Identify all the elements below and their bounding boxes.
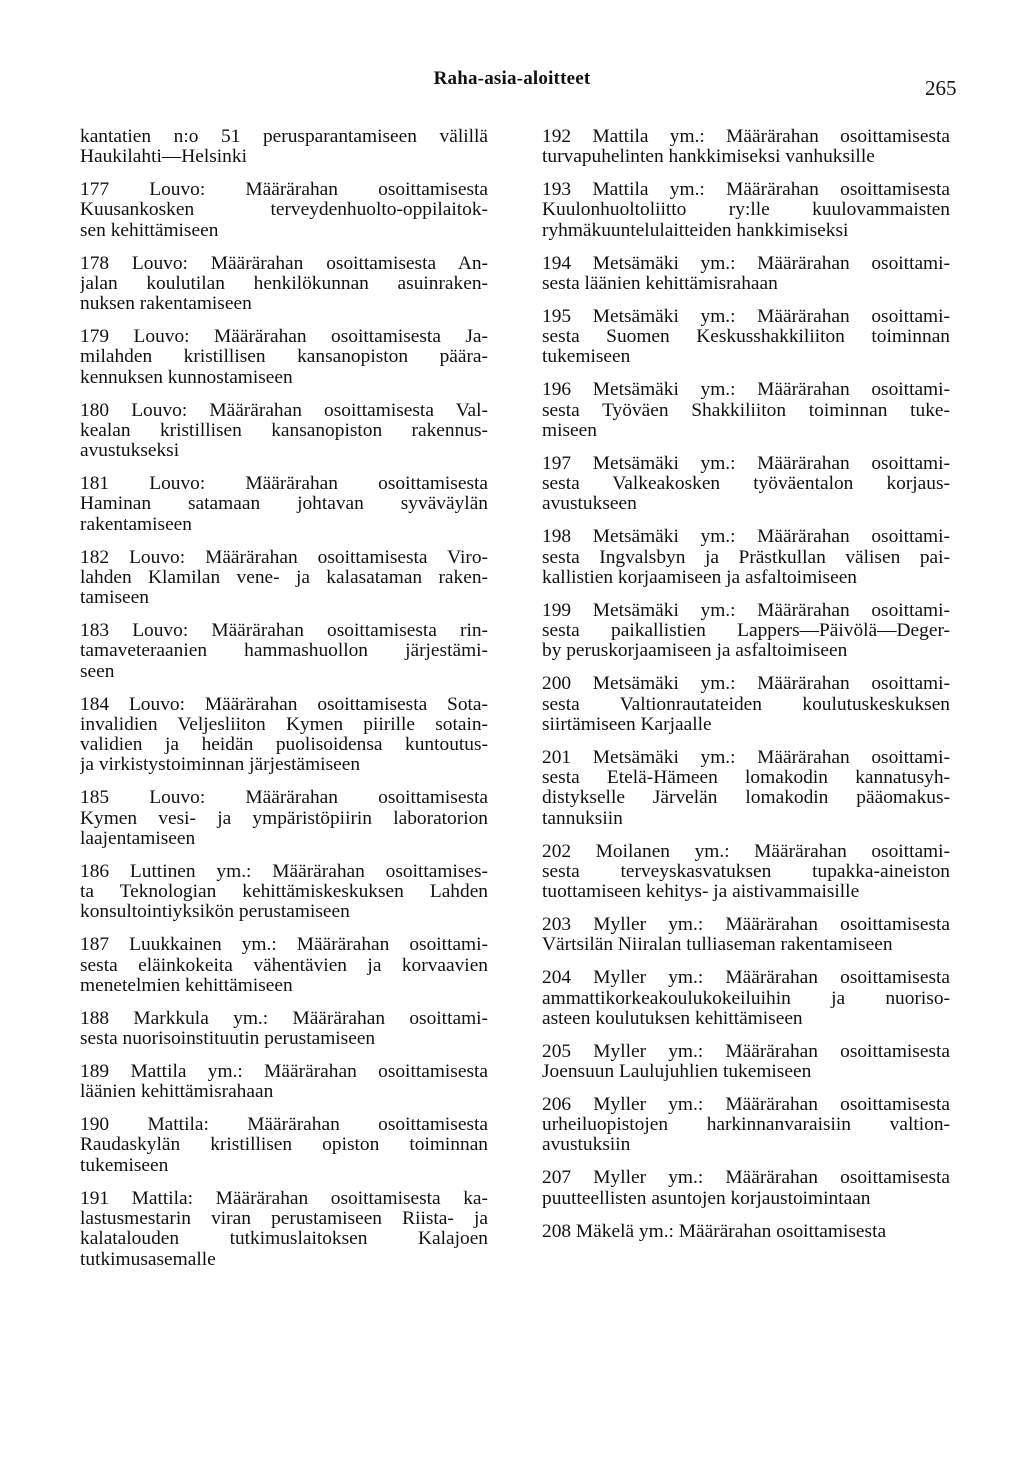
entry-line: 195 Metsämäki ym.: Määrärahan osoittami- [542, 306, 950, 327]
entry-line: 189 Mattila ym.: Määrärahan osoittamisesta [80, 1062, 488, 1082]
motion-entry [542, 254, 950, 295]
motion-entry [80, 327, 488, 388]
motion-entry [542, 1222, 950, 1242]
entry-line: 201 Metsämäki ym.: Määrärahan osoittami- [542, 747, 950, 768]
motion-entry [80, 935, 488, 996]
entry-line: 202 Moilanen ym.: Määrärahan osoittami- [542, 841, 950, 862]
entry-line: kantatien n:o 51 perusparantamiseen välillä [80, 127, 488, 147]
motion-entry [80, 1189, 488, 1270]
entry-line: Joensuun Laulujuhlien tukemiseen [542, 1062, 812, 1082]
entry-line: 188 Markkula ym.: Määrärahan osoittami- [80, 1008, 488, 1029]
motion-entry [80, 254, 488, 315]
motion-entry [542, 674, 950, 735]
entry-line: sesta Valkeakosken työväentalon korjaus- [542, 474, 950, 495]
motion-entry [542, 307, 950, 368]
entry-line: Raudaskylän kristillisen opiston toiminnan [80, 1135, 488, 1156]
entry-line: 194 Metsämäki ym.: Määrärahan osoittami- [542, 253, 950, 274]
entry-line: kallistien korjaamiseen ja asfaltoimiseen [542, 567, 857, 588]
motion-entry [542, 842, 950, 903]
entry-line: kalatalouden tutkimuslaitoksen Kalajoen [80, 1229, 488, 1250]
entry-line: laajentamiseen [80, 828, 196, 849]
entry-line: kealan kristillisen kansanopiston rakennus- [80, 420, 488, 441]
entry-line: avustukseksi [80, 441, 180, 462]
entry-line: nuksen rakentamiseen [80, 294, 252, 315]
running-title: Raha-asia-aloitteet [433, 68, 591, 89]
entry-line: tamiseen [80, 588, 149, 609]
motion-entry [80, 1009, 488, 1050]
entry-line: rakentamiseen [80, 514, 192, 535]
motion-entry [80, 862, 488, 923]
motion-entry [80, 401, 488, 462]
motion-entry [80, 180, 488, 241]
motion-entry [542, 968, 950, 1029]
entry-line: 198 Metsämäki ym.: Määrärahan osoittami- [542, 527, 950, 548]
motion-entry [542, 127, 950, 168]
entry-line: sesta Ingvalsbyn ja Prästkullan välisen pai- [542, 547, 950, 568]
entry-line: sesta paikallistien Lappers—Päivölä—Deger- [542, 621, 950, 642]
entry-line: 200 Metsämäki ym.: Määrärahan osoittami- [542, 674, 950, 695]
entry-line: by peruskorjaamiseen ja asfaltoimiseen [542, 641, 848, 662]
motion-entry [542, 1095, 950, 1156]
entry-line: ryhmäkuuntelulaitteiden hankkimiseksi [542, 220, 849, 241]
entry-line: 208 Mäkelä ym.: Määrärahan osoittamisesta [542, 1221, 887, 1242]
entry-line: tamaveteraanien hammashuollon järjestämi- [80, 641, 488, 662]
entry-line: Kuulonhuoltoliitto ry:lle kuulovammaisten [542, 200, 950, 221]
entry-line: 205 Myller ym.: Määrärahan osoittamisesta [542, 1041, 950, 1062]
motion-entry [80, 695, 488, 776]
motion-entry [80, 548, 488, 609]
motion-entry [542, 380, 950, 441]
entry-line: menetelmien kehittämiseen [80, 975, 293, 996]
entry-line: invalidien Veljesliiton Kymen piirille sotain- [80, 714, 488, 735]
right-column [542, 127, 950, 1242]
entry-line: ta Teknologian kehittämiskeskuksen Lahden [80, 882, 488, 903]
entry-line: 199 Metsämäki ym.: Määrärahan osoittami- [542, 600, 950, 621]
entry-line: 184 Louvo: Määrärahan osoittamisesta Sota- [80, 694, 488, 715]
entry-line: 182 Louvo: Määrärahan osoittamisesta Viro- [80, 547, 488, 568]
entry-line: sesta Etelä-Hämeen lomakodin kannatusyh- [542, 768, 950, 789]
entry-line: 186 Luttinen ym.: Määrärahan osoittamises- [80, 861, 488, 882]
entry-line: avustukseen [542, 494, 637, 515]
entry-line: konsultointiyksikön perustamiseen [80, 902, 350, 923]
motion-entry [80, 127, 488, 168]
entry-line: 206 Myller ym.: Määrärahan osoittamisesta [542, 1094, 950, 1115]
entry-line: ja virkistystoiminnan järjestämiseen [80, 755, 361, 776]
entry-line: 196 Metsämäki ym.: Määrärahan osoittami- [542, 380, 950, 401]
entry-line: tukemiseen [542, 347, 631, 368]
entry-line: 197 Metsämäki ym.: Määrärahan osoittami- [542, 453, 950, 474]
entry-line: läänien kehittämisrahaan [80, 1082, 274, 1103]
entry-line: lastusmestarin viran perustamiseen Riista- ja [80, 1208, 488, 1229]
entry-line: 183 Louvo: Määrärahan osoittamisesta rin- [80, 621, 488, 642]
motion-entry [542, 454, 950, 515]
motion-entry [542, 1168, 950, 1209]
entry-line: 187 Luukkainen ym.: Määrärahan osoittami- [80, 935, 488, 956]
entry-line: 191 Mattila: Määrärahan osoittamisesta ka- [80, 1188, 488, 1209]
entry-line: sesta eläinkokeita vähentävien ja korvaavien [80, 955, 488, 976]
entry-line: urheiluopistojen harkinnanvaraisiin valtion- [542, 1115, 950, 1136]
entry-line: 192 Mattila ym.: Määrärahan osoittamisesta [542, 127, 950, 147]
entry-line: ammattikorkeakoulukokeiluihin ja nuoriso- [542, 988, 950, 1009]
entry-line: 207 Myller ym.: Määrärahan osoittamisesta [542, 1168, 950, 1189]
entry-line: 190 Mattila: Määrärahan osoittamisesta [80, 1115, 488, 1136]
entry-line: 178 Louvo: Määrärahan osoittamisesta An- [80, 253, 488, 274]
entry-line: 177 Louvo: Määrärahan osoittamisesta [80, 180, 488, 201]
entry-line: Haminan satamaan johtavan syväväylän [80, 494, 488, 515]
entry-line: seen [80, 661, 115, 682]
entry-line: sesta Valtionrautateiden koulutuskeskuksen [542, 694, 950, 715]
entry-line: asteen koulutuksen kehittämiseen [542, 1008, 803, 1029]
entry-line: sesta nuorisoinstituutin perustamiseen [80, 1029, 376, 1050]
motion-entry [542, 527, 950, 588]
motion-entry [542, 748, 950, 829]
entry-line: Kymen vesi- ja ympäristöpiirin laboratorion [80, 808, 488, 829]
entry-line: siirtämiseen Karjaalle [542, 714, 712, 735]
entry-line: 185 Louvo: Määrärahan osoittamisesta [80, 788, 488, 809]
entry-line: 180 Louvo: Määrärahan osoittamisesta Val- [80, 400, 488, 421]
motion-entry [80, 788, 488, 849]
entry-line: Haukilahti—Helsinki [80, 147, 247, 168]
entry-line: jalan koulutilan henkilökunnan asuinraken- [80, 273, 488, 294]
entry-line: Värtsilän Niiralan tulliaseman rakentamiseen [542, 935, 893, 956]
entry-line: avustuksiin [542, 1135, 631, 1156]
motion-entry [542, 1042, 950, 1083]
entry-line: 203 Myller ym.: Määrärahan osoittamisesta [542, 915, 950, 936]
entry-line: turvapuhelinten hankkimiseksi vanhuksille [542, 147, 875, 168]
motion-entry [80, 1062, 488, 1103]
entry-line: sesta Työväen Shakkiliiton toiminnan tuke- [542, 400, 950, 421]
entry-line: 193 Mattila ym.: Määrärahan osoittamisesta [542, 180, 950, 201]
entry-line: milahden kristillisen kansanopiston päära- [80, 347, 488, 368]
entry-line: miseen [542, 420, 597, 441]
entry-line: tuottamiseen kehitys- ja aistivammaisille [542, 882, 860, 903]
entry-line: tutkimusasemalle [80, 1249, 216, 1270]
entry-line: sen kehittämiseen [80, 220, 219, 241]
motion-entry [80, 1115, 488, 1176]
page-number: 265 [925, 76, 957, 100]
entry-line: validien ja heidän puolisoidensa kuntoutus- [80, 735, 488, 756]
entry-line: puutteellisten asuntojen korjaustoimintaan [542, 1188, 871, 1209]
entry-line: sesta Suomen Keskusshakkiliiton toiminnan [542, 327, 950, 348]
left-column [80, 127, 488, 1270]
entry-line: tannuksiin [542, 808, 623, 829]
entry-line: 179 Louvo: Määrärahan osoittamisesta Ja- [80, 327, 488, 348]
entry-line: lahden Klamilan vene- ja kalasataman raken- [80, 567, 488, 588]
motion-entry [542, 180, 950, 241]
entry-line: distykselle Järvelän lomakodin pääomakus- [542, 788, 950, 809]
entry-line: 181 Louvo: Määrärahan osoittamisesta [80, 474, 488, 495]
entry-line: 204 Myller ym.: Määrärahan osoittamisesta [542, 968, 950, 989]
entry-line: tukemiseen [80, 1155, 169, 1176]
entry-line: Kuusankosken terveydenhuolto-oppilaitok- [80, 200, 488, 221]
entry-line: kennuksen kunnostamiseen [80, 367, 293, 388]
motion-entry [80, 474, 488, 535]
entry-line: sesta läänien kehittämisrahaan [542, 273, 778, 294]
motion-entry [542, 601, 950, 662]
entry-line: sesta terveyskasvatuksen tupakka-aineiston [542, 861, 950, 882]
motion-entry [80, 621, 488, 682]
motion-entry [542, 915, 950, 956]
